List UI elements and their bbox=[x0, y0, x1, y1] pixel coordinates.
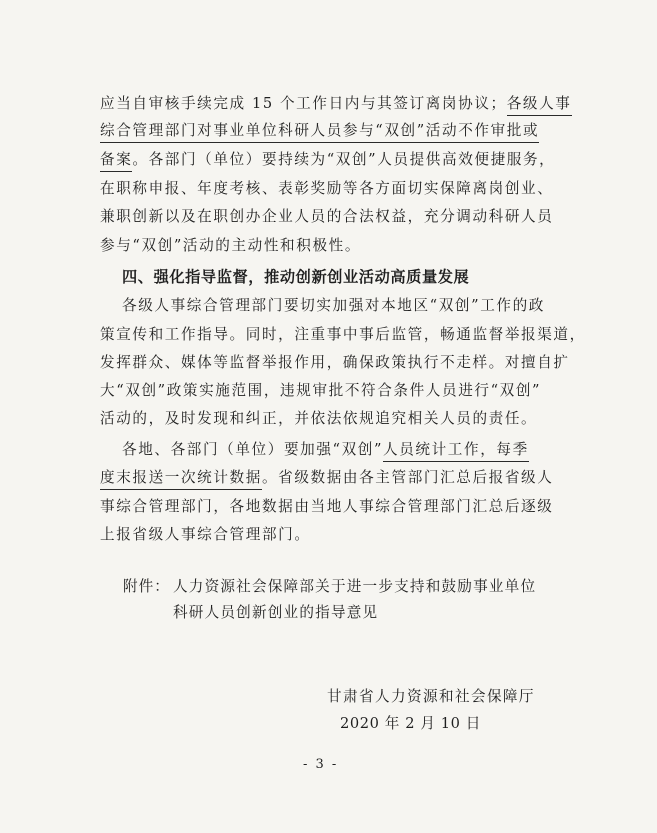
body-line bbox=[100, 210, 553, 225]
underlined-text: 综合管理部门对事业单位科研人员参与“双创”活动不作审批或 bbox=[100, 122, 539, 143]
body-line bbox=[122, 299, 545, 314]
issuer-name: 甘肃省人力资源和社会保障厅 bbox=[327, 688, 535, 705]
text-segment: 应当自审核手续完成 15 个工作日内与其签订离岗协议； bbox=[100, 95, 507, 112]
attachment-title-line2: 科研人员创新创业的指导意见 bbox=[173, 604, 379, 621]
text-segment: 策宣传和工作指导。同时，注重事中事后监管，畅通监督举报渠道， bbox=[100, 326, 586, 343]
text-segment: 在职称申报、年度考核、表彰奖励等各方面切实保障离岗创业、 bbox=[100, 180, 554, 197]
text-segment: 。省级数据由各主管部门汇总后报省级人 bbox=[261, 469, 554, 486]
body-line bbox=[100, 384, 541, 399]
body-line bbox=[100, 97, 572, 112]
attachment-title-line1: 人力资源社会保障部关于进一步支持和鼓励事业单位 bbox=[173, 578, 537, 595]
text-segment: 发挥群众、媒体等监督举报作用，确保政策执行不走样。对擅自扩 bbox=[100, 354, 570, 371]
body-line bbox=[100, 471, 553, 486]
body-line bbox=[100, 412, 537, 427]
underlined-text: 人员统计工作，每季 bbox=[383, 441, 529, 462]
underlined-text: 度末报送一次统计数据 bbox=[100, 469, 262, 490]
text-segment: 各地、各部门（单位）要加强“双创” bbox=[122, 441, 384, 458]
attachment-label: 附件： bbox=[123, 578, 170, 595]
text-segment: 兼职创新以及在职创办企业人员的合法权益，充分调动科研人员 bbox=[100, 208, 554, 225]
body-line bbox=[122, 443, 529, 458]
underlined-text: 备案 bbox=[100, 151, 132, 172]
body-line bbox=[100, 239, 361, 254]
underlined-text: 各级人事 bbox=[507, 95, 572, 116]
body-line bbox=[100, 153, 555, 168]
body-line bbox=[100, 528, 311, 543]
body-line bbox=[100, 328, 586, 343]
body-line bbox=[100, 182, 553, 197]
page-number: - 3 - bbox=[303, 757, 339, 772]
text-segment: 上报省级人事综合管理部门。 bbox=[100, 526, 311, 543]
text-segment: 活动的，及时发现和纠正，并依法依规追究相关人员的责任。 bbox=[100, 410, 538, 427]
text-segment: 大“双创”政策实施范围，违规审批不符合条件人员进行“双创” bbox=[100, 382, 542, 399]
text-segment: 事综合管理部门，各地数据由当地人事综合管理部门汇总后逐级 bbox=[100, 498, 554, 515]
body-line bbox=[100, 500, 553, 515]
issue-date: 2020 年 2 月 10 日 bbox=[340, 715, 481, 732]
text-segment: 。各部门（单位）要持续为“双创”人员提供高效便捷服务， bbox=[132, 151, 556, 168]
text-segment: 四、强化指导监督，推动创新创业活动高质量发展 bbox=[122, 268, 470, 286]
section-heading bbox=[122, 270, 469, 285]
text-segment: 参与“双创”活动的主动性和积极性。 bbox=[100, 237, 362, 254]
body-line bbox=[100, 356, 570, 371]
text-segment: 各级人事综合管理部门要切实加强对本地区“双创”工作的政 bbox=[122, 297, 545, 314]
body-line bbox=[100, 124, 539, 139]
